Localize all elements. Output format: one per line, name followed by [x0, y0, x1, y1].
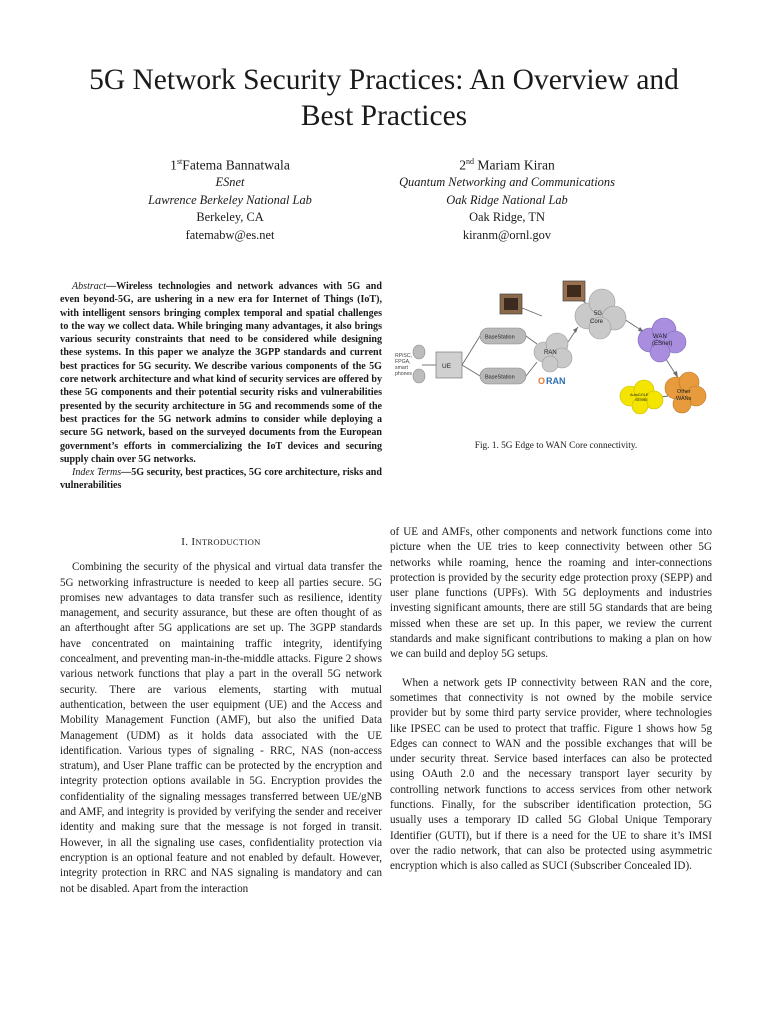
connector-ue-basestation-bottom — [462, 365, 480, 376]
title-line-1: 5G Network Security Practices: An Overview and — [89, 64, 679, 96]
abstract-label: Abstract — [72, 281, 107, 292]
author-1-name-line — [80, 153, 380, 174]
author-2-org: Oak Ridge National Lab — [446, 192, 568, 207]
author-2-name-line — [357, 153, 657, 174]
device-ellipse-bottom — [413, 369, 425, 383]
abstract-block — [60, 280, 382, 493]
right-paragraph-2: When a network gets IP connectivity between RAN and the core, sometimes that connectivity is not owned by the mobile service provider but by some third party service provider, where technologies like IPSEC can be used to protect that traffic. Figure 1 shows how 5g Edges can connect to WAN and the possible exchanges that will be under security threat. Service based interfaces can also be protected using OAuth 2.0 and the necessary transport layer security by controlling network functions to access services from other network functions. Finally, for the subscriber identification protection, 5G usually uses a temporary ID called 5G Global Unique Temporary Identifier (GUTI), but if there is a need for the UE to share it’s IMSI over the radio network, that can also be protected using asymmetric encryption which is also called as SUCI (Subscriber Concealed ID). — [390, 676, 712, 873]
wan-label-line-1: WAN — [653, 334, 667, 340]
connector-ue-basestation-top — [462, 336, 480, 365]
section-heading — [60, 535, 382, 550]
ran-label: RAN — [544, 350, 557, 356]
intro-paragraph: Combining the security of the physical and virtual data transfer the 5G networking infrastructure is needed to keep all parties secure. 5G promises new advantages to data transfer such as resilience, identity management, and security assurance, but these are often thought of as an afterthought after 5G applications are set up. The 3GPP standards have concentrated on maintaining traffic integrity, identifying concealment, and preventing man-in-the-middle attacks. Figure 2 shows various network functions that play a part in the overall 5G network security. There are various elements, starting with mutual authentication, between the user equipment (UE) and the Access and Mobility Management Function (AMF), but also the unified Data Management (UDM) as it holds data associated with the UE identification. Various types of signaling - RRC, NAS (non-access stratum), and User Plane traffic can be protected by the encryption and integrity protection options available in 5G. Encryption provides the confidentiality of the signaling messages transferred between UE/gNB and AMF, and integrity is provided by verifying the sender and receiver identity and making sure that the message is not forged in transit. However, in all the signaling use cases, confidentiality protection via encryption is an optional feature and not enabled by default. However, integrity protection in RRC and NAS signaling is mandatory and can not be disabled. Apart from the interaction — [60, 561, 382, 895]
core-label-line-1: 5G — [594, 311, 603, 317]
paper-title — [40, 62, 728, 134]
right-paragraph-1: of UE and AMFs, other components and network functions come into picture when the UE tries to keep connectivity between other 5G networks while roaming, hence the roaming and inter-connections protection is provided by the security edge protection proxy (SEPP) and user plane functions (UPFs). With 5G deployments and industries investing significant amounts, there are still 5G standards that are being missed when these are set up. In this paper, we review the current standards and make significant contributions to making a plan on how we can build and deploy 5G setups. — [390, 526, 712, 661]
author-1 — [80, 153, 380, 244]
figure-caption: Fig. 1. 5G Edge to WAN Core connectivity. — [474, 441, 638, 451]
autogole-label-line-2: SENSE — [635, 398, 648, 402]
other-wans-label — [676, 389, 692, 402]
basestation-top-label: BaseStation — [485, 334, 515, 341]
oran-logo-ran: RAN — [546, 376, 566, 386]
index-terms-paragraph — [60, 466, 382, 493]
device-label-line-2: FPGA, — [395, 359, 411, 365]
index-terms-label: Index Terms — [72, 467, 122, 479]
wan-label-line-2: (ESnet) — [652, 341, 673, 347]
author-2-location: Oak Ridge, TN — [469, 210, 545, 225]
tower-photo-1-inner — [504, 298, 518, 310]
author-2-email: kiranm@ornl.gov — [462, 227, 552, 242]
connector-basestation-ran-2 — [526, 362, 537, 376]
section-number: I. — [181, 536, 192, 548]
ue-label: UE — [442, 363, 452, 370]
author-1-rank-suffix: st — [176, 157, 183, 166]
other-wans-label-line-2: WANs — [676, 396, 692, 402]
abstract-text: —Wireless technologies and network advances with 5G and even beyond-5G, are ushering in a new era for Internet of Things (IoT), with intelligent sensors bringing complex temporal and spatial challenges to the way we collect data. While bringing many advantages, it also brings various security constraints that need to be considered while designing these systems. In this paper we analyze the 3GPP standards and current best practices for 5G security. We describe various components of the 5G core network architecture and what kind of security services are offered by these 5G components and their potential security risks and vulnerabilities presented by the security architecture in 5G and recommends some of the best practices for the 5G network admins to consider while deploying a secure 5G network, based on the surveyed documents from the European government’s efforts in commercializing the IoT devices and securing supply chain over 5G networks. — [60, 281, 382, 465]
oran-logo-o: O — [538, 376, 546, 386]
author-2-dept: Quantum Networking and Communications — [399, 175, 615, 190]
core-label-line-2: Core — [590, 319, 604, 325]
author-1-location: Berkeley, CA — [196, 210, 264, 225]
author-1-org: Lawrence Berkeley National Lab — [148, 192, 312, 207]
arrowhead-ran-core — [573, 327, 578, 333]
device-label-line-1: RPiSC, — [395, 353, 413, 359]
connector-basestation-ran — [526, 336, 537, 344]
right-column-body — [390, 525, 712, 875]
device-ellipse-top — [413, 345, 425, 359]
index-terms-text: —5G security, best practices, 5G core architecture, risks and vulnerabilities — [60, 467, 382, 492]
ran-cloud-lobe-4 — [542, 356, 558, 372]
autogole-cloud — [620, 380, 663, 414]
left-column-body — [60, 535, 382, 897]
author-1-name: Fatema Bannatwala — [182, 157, 290, 173]
title-line-2: Best Practices — [300, 100, 468, 132]
basestation-bottom-label: BaseStation — [485, 374, 515, 381]
device-label-line-3: smart — [395, 365, 408, 371]
author-1-email: fatemabw@es.net — [185, 227, 275, 242]
abstract-paragraph — [60, 280, 382, 466]
figure-5g-edge-to-wan — [392, 272, 722, 427]
author-2-rank: 2 — [459, 157, 466, 173]
wan-cloud — [638, 318, 686, 362]
section-title-initial: I — [191, 536, 196, 548]
other-wans-label-line-1: Other — [677, 389, 691, 395]
author-2-name: Mariam Kiran — [474, 157, 555, 173]
device-label-line-4: phones — [395, 371, 413, 377]
autogole-label-line-1: AutoGOLE — [630, 393, 649, 397]
device-label — [395, 353, 413, 377]
author-1-rank: 1 — [170, 157, 177, 173]
author-2 — [357, 153, 657, 244]
author-2-rank-suffix: nd — [466, 157, 474, 166]
tower-photo-2-inner — [567, 285, 581, 297]
author-1-dept: ESnet — [215, 175, 245, 190]
section-title-rest: NTRODUCTION — [195, 537, 261, 547]
